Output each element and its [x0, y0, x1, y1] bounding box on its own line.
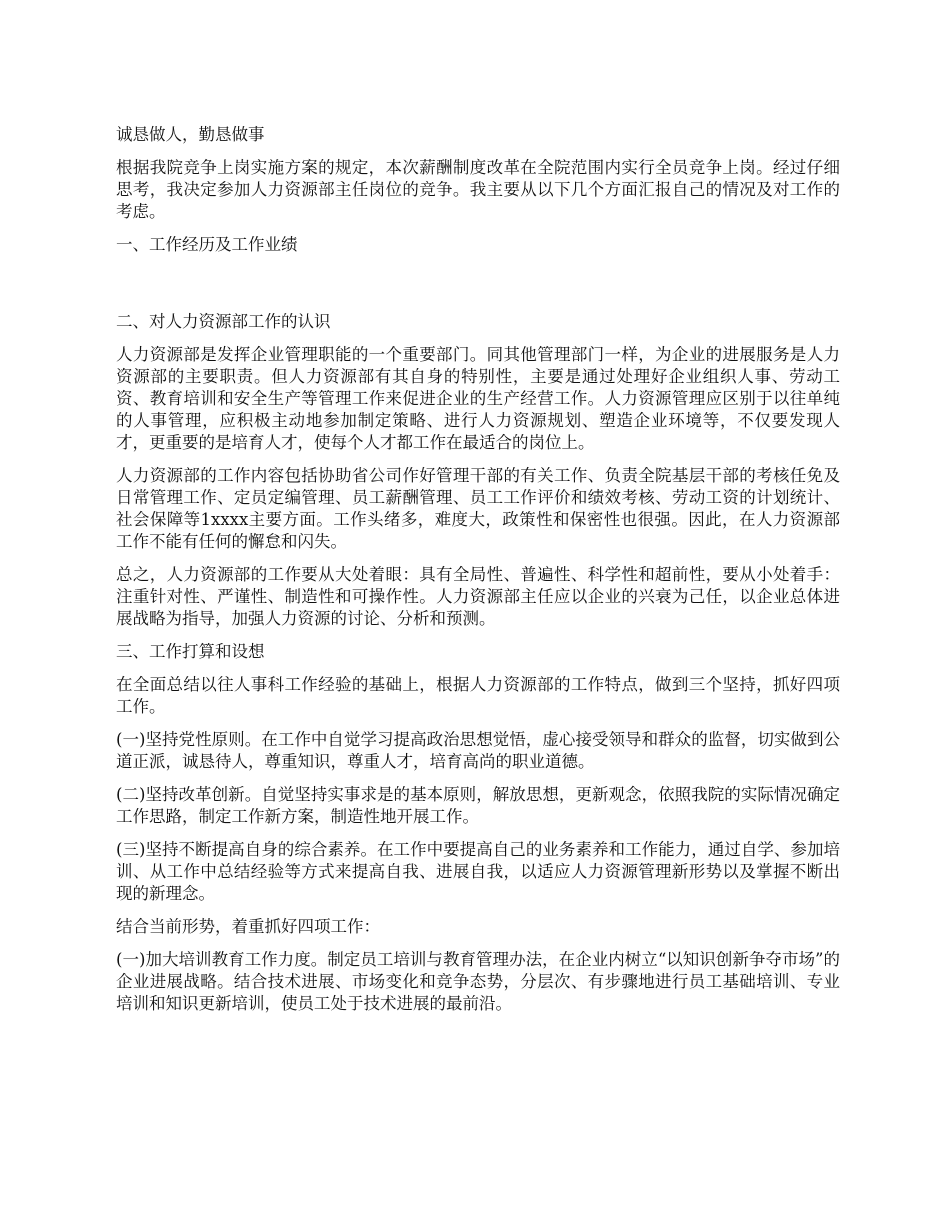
list-item-paragraph: (三)坚持不断提高自身的综合素养。在工作中要提高自己的业务素养和工作能力，通过自学、参加培训、从工作中总结经验等方式来提高自我、进展自我，以适应人力资源管理新形势以及掌握不断出现的新理念。 [116, 840, 840, 903]
blank-space [116, 267, 840, 311]
section-heading-1: 一、工作经历及工作业绩 [116, 235, 298, 254]
intro-paragraph: 根据我院竞争上岗实施方案的规定，本次薪酬制度改革在全院范围内实行全员竞争上岗。经过仔细思考，我决定参加人力资源部主任岗位的竞争。我主要从以下几个方面汇报自己的情况及对工作的考虑。 [116, 158, 840, 221]
list-item-paragraph: (一)坚持党性原则。在工作中自觉学习提高政治思想觉悟，虚心接受领导和群众的监督，切实做到公道正派，诚恳待人，尊重知识，尊重人才，培育高尚的职业道德。 [116, 730, 840, 771]
document-title: 诚恳做人，勤恳做事 [116, 125, 265, 144]
body-paragraph: 结合当前形势，着重抓好四项工作： [116, 917, 380, 936]
section-heading-2: 二、对人力资源部工作的认识 [116, 312, 331, 331]
body-paragraph: 在全面总结以往人事科工作经验的基础上，根据人力资源部的工作特点，做到三个坚持，抓好四项工作。 [116, 675, 840, 716]
body-paragraph: 总之，人力资源部的工作要从大处着眼：具有全局性、普遍性、科学性和超前性，要从小处着手：注重针对性、严谨性、制造性和可操作性。人力资源部主任应以企业的兴衰为己任，以企业总体进展战略为指导，加强人力资源的讨论、分析和预测。 [116, 565, 840, 628]
body-paragraph: 人力资源部的工作内容包括协助省公司作好管理干部的有关工作、负责全院基层干部的考核任免及日常管理工作、定员定编管理、员工薪酬管理、员工工作评价和绩效考核、劳动工资的计划统计、社会保障等1xxxx主要方面。工作头绪多，难度大，政策性和保密性也很强。因此，在人力资源部工作不能有任何的懈怠和闪失。 [116, 466, 840, 551]
list-item-paragraph: (一)加大培训教育工作力度。制定员工培训与教育管理办法，在企业内树立“以知识创新争夺市场”的企业进展战略。结合技术进展、市场变化和竞争态势，分层次、有步骤地进行员工基础培训、专业培训和知识更新培训，使员工处于技术进展的最前沿。 [116, 950, 840, 1013]
list-item-paragraph: (二)坚持改革创新。自觉坚持实事求是的基本原则，解放思想，更新观念，依照我院的实际情况确定工作思路，制定工作新方案，制造性地开展工作。 [116, 785, 840, 826]
section-heading-3: 三、工作打算和设想 [116, 642, 265, 661]
document-page [116, 124, 840, 1026]
body-paragraph: 人力资源部是发挥企业管理职能的一个重要部门。同其他管理部门一样，为企业的进展服务是人力资源部的主要职责。但人力资源部有其自身的特别性，主要是通过处理好企业组织人事、劳动工资、教育培训和安全生产等管理工作来促进企业的生产经营工作。人力资源管理应区别于以往单纯的人事管理，应积极主动地参加制定策略、进行人力资源规划、塑造企业环境等，不仅要发现人才，更重要的是培育人才，使每个人才都工作在最适合的岗位上。 [116, 345, 840, 452]
